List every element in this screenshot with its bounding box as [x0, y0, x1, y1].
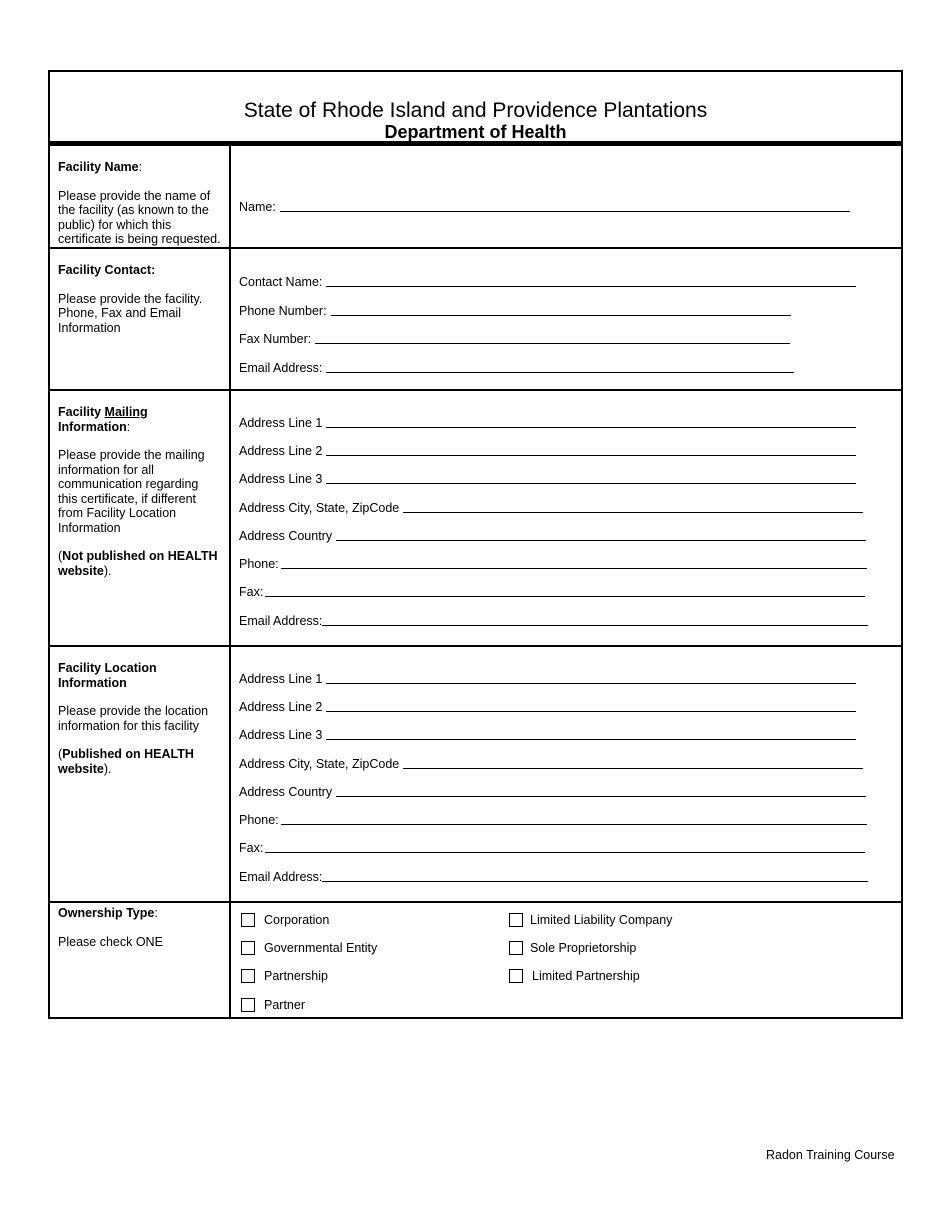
location-description: Please provide the location information for this facility	[58, 704, 209, 733]
location-email-input-line[interactable]	[322, 881, 868, 882]
partnership-option[interactable]	[241, 969, 328, 983]
location-note-bold: Published on HEALTH website	[58, 747, 194, 776]
location-fax-label: Fax:	[239, 841, 264, 855]
location-phone-label: Phone:	[239, 813, 279, 827]
mailing-address-line-1-input-line[interactable]	[326, 427, 856, 428]
limited-partnership-label: Limited Partnership	[532, 969, 640, 983]
mailing-heading-part1: Facility	[58, 405, 105, 419]
email-address-label: Email Address:	[239, 361, 323, 375]
mailing-heading-part2: Information	[58, 419, 127, 434]
mailing-country-field[interactable]	[239, 527, 866, 543]
heading-colon: :	[138, 160, 143, 174]
mailing-email-input-line[interactable]	[322, 625, 868, 626]
heading-colon: :	[126, 419, 131, 434]
location-heading: Facility Location Information	[58, 661, 157, 690]
mailing-email-label: Email Address:	[239, 614, 323, 628]
fax-number-label: Fax Number:	[239, 332, 312, 346]
governmental-entity-checkbox[interactable]	[241, 941, 255, 955]
sole-proprietorship-option[interactable]	[509, 941, 636, 955]
governmental-entity-label: Governmental Entity	[264, 941, 378, 955]
mailing-heading	[58, 405, 148, 434]
facility-name-fields	[231, 146, 901, 247]
mailing-country-label: Address Country	[239, 529, 333, 543]
fax-number-field[interactable]	[239, 330, 790, 346]
location-country-label: Address Country	[239, 785, 333, 799]
llc-checkbox[interactable]	[509, 913, 523, 927]
note-open: (	[58, 549, 63, 563]
facility-name-heading: Facility Name	[58, 160, 139, 174]
location-address-line-2-field[interactable]	[239, 698, 856, 714]
department-title: Department of Health	[384, 122, 567, 142]
mailing-address-line-2-field[interactable]	[239, 442, 856, 458]
note-close: ).	[103, 563, 112, 578]
sole-proprietorship-label: Sole Proprietorship	[530, 941, 637, 955]
location-instructions	[50, 647, 231, 901]
location-fax-input-line[interactable]	[265, 852, 865, 853]
location-address-line-2-input-line[interactable]	[326, 711, 856, 712]
partner-checkbox[interactable]	[241, 998, 255, 1012]
facility-contact-fields	[231, 249, 901, 389]
mailing-country-input-line[interactable]	[336, 540, 866, 541]
location-information-section	[50, 647, 901, 903]
location-fax-field[interactable]	[239, 839, 865, 855]
mailing-instructions	[50, 391, 231, 645]
partner-option[interactable]	[241, 998, 305, 1012]
mailing-address-line-2-label: Address Line 2	[239, 444, 323, 458]
mailing-fax-input-line[interactable]	[265, 596, 865, 597]
name-label: Name:	[239, 200, 276, 214]
limited-partnership-option[interactable]	[509, 969, 640, 983]
mailing-address-line-1-label: Address Line 1	[239, 416, 323, 430]
facility-contact-description: Please provide the facility. Phone, Fax and Email Information	[58, 291, 203, 335]
phone-number-label: Phone Number:	[239, 304, 327, 318]
name-field[interactable]	[239, 198, 850, 214]
location-phone-input-line[interactable]	[281, 824, 867, 825]
footer-course-name: Radon Training Course	[766, 1148, 895, 1162]
location-country-field[interactable]	[239, 783, 866, 799]
mailing-address-line-2-input-line[interactable]	[326, 455, 856, 456]
mailing-description: Please provide the mailing information for all communication regarding this certificate, if different from Facility Location Information	[58, 448, 205, 535]
ownership-instructions	[50, 903, 231, 1017]
partnership-checkbox[interactable]	[241, 969, 255, 983]
location-phone-field[interactable]	[239, 811, 867, 827]
location-address-line-1-label: Address Line 1	[239, 672, 323, 686]
facility-contact-heading: Facility Contact:	[58, 263, 156, 277]
facility-contact-instructions	[50, 249, 231, 389]
name-input-line[interactable]	[280, 211, 850, 212]
heading-colon: :	[154, 906, 158, 920]
ownership-options	[231, 903, 901, 1017]
contact-name-label: Contact Name:	[239, 275, 323, 289]
location-address-line-3-label: Address Line 3	[239, 728, 323, 742]
location-email-label: Email Address:	[239, 870, 323, 884]
mailing-address-line-3-field[interactable]	[239, 470, 856, 486]
mailing-city-state-zip-label: Address City, State, ZipCode	[239, 501, 400, 515]
mailing-fax-label: Fax:	[239, 585, 264, 599]
partnership-label: Partnership	[264, 969, 328, 983]
facility-name-description: Please provide the name of the facility (as known to the public) for which this certificate is being requested.	[58, 188, 221, 246]
location-email-field[interactable]	[239, 868, 868, 884]
location-address-line-3-field[interactable]	[239, 726, 856, 742]
location-city-state-zip-input-line[interactable]	[403, 768, 863, 769]
location-note	[58, 747, 221, 776]
contact-name-field[interactable]	[239, 273, 856, 289]
phone-number-field[interactable]	[239, 302, 791, 318]
note-open: (	[58, 747, 63, 761]
ownership-description: Please check ONE	[58, 934, 163, 949]
mailing-address-line-3-input-line[interactable]	[326, 483, 856, 484]
location-country-input-line[interactable]	[336, 796, 866, 797]
phone-number-input-line[interactable]	[331, 315, 791, 316]
ownership-type-section	[50, 903, 901, 1017]
mailing-city-state-zip-input-line[interactable]	[403, 512, 863, 513]
email-address-field[interactable]	[239, 359, 794, 375]
facility-contact-section	[50, 249, 901, 391]
mailing-address-line-3-label: Address Line 3	[239, 472, 323, 486]
location-address-line-2-label: Address Line 2	[239, 700, 323, 714]
mailing-phone-field[interactable]	[239, 555, 867, 571]
contact-name-input-line[interactable]	[326, 286, 856, 287]
corporation-checkbox[interactable]	[241, 913, 255, 927]
fax-number-input-line[interactable]	[315, 343, 790, 344]
location-address-line-1-input-line[interactable]	[326, 683, 856, 684]
note-close: ).	[103, 761, 112, 776]
mailing-information-section	[50, 391, 901, 647]
mailing-note	[58, 549, 221, 578]
location-address-line-1-field[interactable]	[239, 670, 856, 686]
certificate-form	[48, 70, 903, 1019]
facility-name-instructions	[50, 146, 231, 247]
mailing-phone-input-line[interactable]	[281, 568, 867, 569]
corporation-option[interactable]	[241, 913, 329, 927]
governmental-entity-option[interactable]	[241, 941, 377, 955]
mailing-city-state-zip-field[interactable]	[239, 499, 863, 515]
facility-name-section	[50, 146, 901, 249]
limited-partnership-checkbox[interactable]	[509, 969, 523, 983]
mailing-heading-underlined: Mailing	[104, 405, 148, 419]
llc-option[interactable]	[509, 913, 672, 927]
corporation-label: Corporation	[264, 913, 330, 927]
mailing-email-field[interactable]	[239, 612, 868, 628]
ownership-heading: Ownership Type	[58, 906, 155, 920]
email-address-input-line[interactable]	[326, 372, 794, 373]
location-fields	[231, 647, 901, 901]
mailing-phone-label: Phone:	[239, 557, 279, 571]
partner-label: Partner	[264, 998, 305, 1012]
sole-proprietorship-checkbox[interactable]	[509, 941, 523, 955]
llc-label: Limited Liability Company	[530, 913, 673, 927]
state-title: State of Rhode Island and Providence Plantations	[243, 99, 708, 122]
location-city-state-zip-label: Address City, State, ZipCode	[239, 757, 400, 771]
form-header	[50, 72, 901, 146]
location-city-state-zip-field[interactable]	[239, 755, 863, 771]
mailing-fax-field[interactable]	[239, 583, 865, 599]
mailing-fields	[231, 391, 901, 645]
location-address-line-3-input-line[interactable]	[326, 739, 856, 740]
mailing-note-bold: Not published on HEALTH website	[58, 549, 218, 578]
mailing-address-line-1-field[interactable]	[239, 414, 856, 430]
